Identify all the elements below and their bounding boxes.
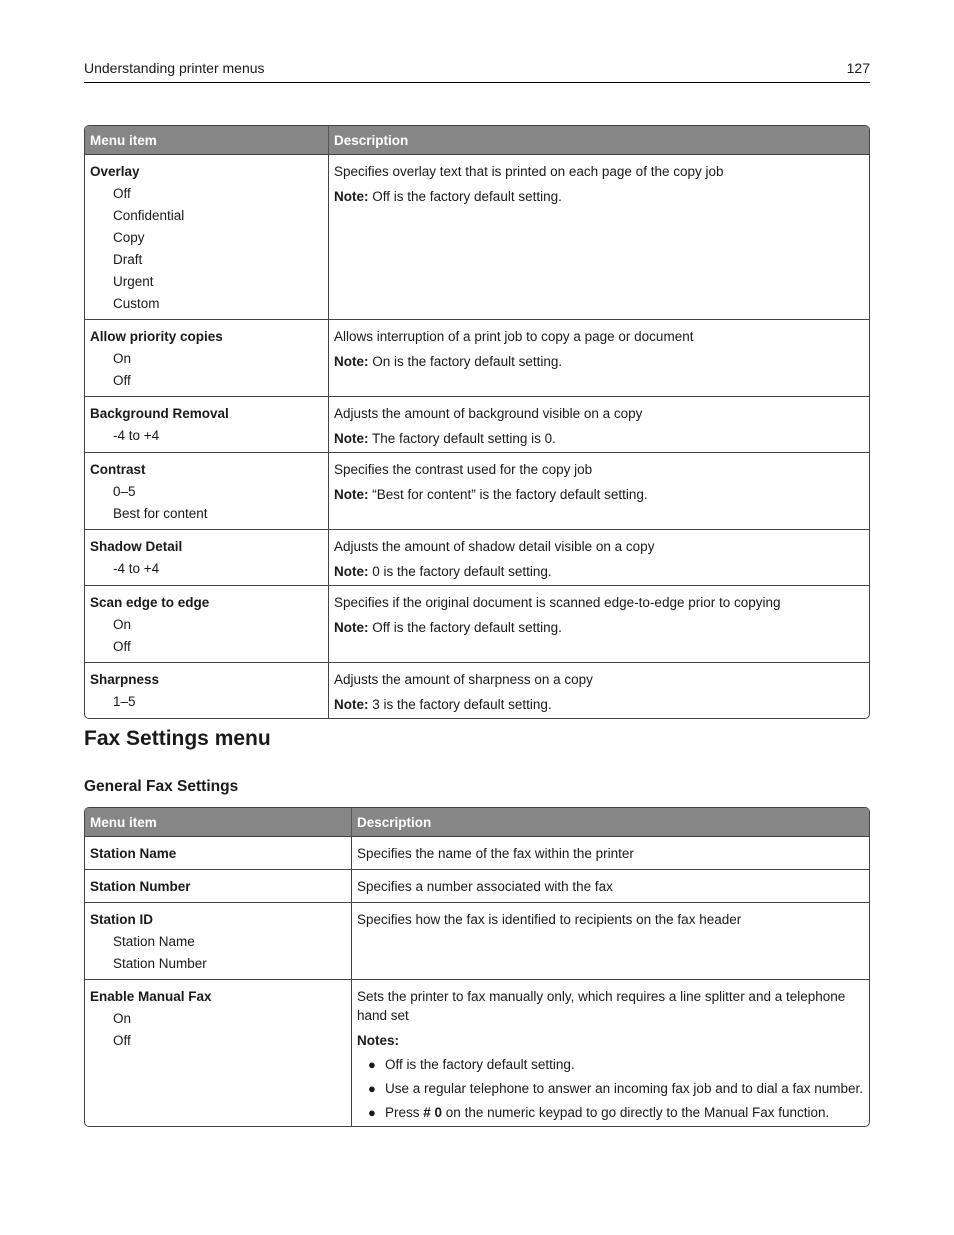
description-cell (328, 154, 869, 319)
menu-item-name: Station Name (90, 846, 177, 861)
menu-item-cell (85, 869, 351, 902)
menu-item-option: 1–5 (113, 694, 136, 709)
bullet-text-tail: on the numeric keypad to go directly to the Manual Fax function. (442, 1105, 830, 1120)
menu-item-name: Background Removal (90, 406, 229, 421)
menu-item-option: 0–5 (113, 484, 136, 499)
menu-item-cell (85, 979, 351, 1126)
menu-item-name: Station Number (90, 879, 191, 894)
general-fax-settings-table (84, 807, 870, 1127)
menu-item-option: Station Number (113, 956, 207, 971)
note-label: Note: (334, 354, 369, 369)
menu-item-cell (85, 396, 328, 452)
note-label: Note: (334, 697, 369, 712)
bullet-text: Press (385, 1105, 424, 1120)
column-header-description: Description (351, 808, 869, 836)
menu-item-option: Off (113, 639, 131, 654)
table-row (85, 662, 869, 718)
menu-item-option: Off (113, 186, 131, 201)
note-label: Note: (334, 564, 369, 579)
note-text: 0 is the factory default setting. (368, 564, 552, 579)
table-row (85, 154, 869, 319)
menu-item-cell (85, 585, 328, 662)
page-header (84, 60, 870, 83)
description-cell (351, 836, 869, 869)
bullet-icon: ● (368, 1057, 376, 1072)
notes-label: Notes: (357, 1033, 400, 1048)
note-text: On is the factory default setting. (368, 354, 563, 369)
note-label: Note: (334, 487, 369, 502)
menu-item-option: Draft (113, 252, 143, 267)
menu-item-option: On (113, 617, 132, 632)
column-header-menu-item: Menu item (85, 126, 328, 154)
bullet-text: Off is the factory default setting. (385, 1057, 575, 1072)
menu-item-cell (85, 154, 328, 319)
column-header-menu-item: Menu item (85, 808, 351, 836)
notes-list-item (357, 1055, 864, 1074)
description-text: Specifies the contrast used for the copy job (334, 462, 593, 477)
menu-item-name: Allow priority copies (90, 329, 223, 344)
menu-item-name: Shadow Detail (90, 539, 183, 554)
menu-item-option: Off (113, 373, 131, 388)
description-text: Adjusts the amount of shadow detail visible on a copy (334, 539, 655, 554)
description-cell (328, 396, 869, 452)
bullet-text: Use a regular telephone to answer an incoming fax job and to dial a fax number. (385, 1081, 864, 1096)
table-row (85, 319, 869, 396)
description-text: Adjusts the amount of sharpness on a copy (334, 672, 593, 687)
menu-item-option: Urgent (113, 274, 154, 289)
note-text: Off is the factory default setting. (368, 189, 562, 204)
table-row (85, 869, 869, 902)
bullet-bold-text: # 0 (423, 1105, 443, 1120)
notes-heading (357, 1031, 864, 1050)
note (334, 618, 864, 637)
description-cell (351, 869, 869, 902)
bullet-icon: ● (368, 1081, 376, 1096)
description-text: Specifies the name of the fax within the printer (357, 846, 634, 861)
menu-item-cell (85, 836, 351, 869)
menu-item-option: -4 to +4 (113, 428, 160, 443)
menu-item-option: Confidential (113, 208, 185, 223)
note (334, 187, 864, 206)
menu-item-cell (85, 902, 351, 979)
table-row (85, 902, 869, 979)
table-row (85, 979, 869, 1126)
page-number: 127 (846, 60, 870, 76)
menu-item-cell (85, 452, 328, 529)
running-title: Understanding printer menus (84, 60, 265, 76)
menu-item-cell (85, 529, 328, 585)
note (334, 562, 864, 581)
notes-list (357, 1055, 864, 1122)
menu-item-name: Overlay (90, 164, 140, 179)
note (334, 429, 864, 448)
menu-item-option: Best for content (113, 506, 208, 521)
note-label: Note: (334, 620, 369, 635)
description-text: Sets the printer to fax manually only, which requires a line splitter and a telephone hand set (357, 989, 846, 1023)
note-text: The factory default setting is 0. (368, 431, 556, 446)
menu-item-cell (85, 662, 328, 718)
description-text: Specifies overlay text that is printed on each page of the copy job (334, 164, 724, 179)
table-row (85, 529, 869, 585)
description-cell (328, 529, 869, 585)
menu-item-option: Off (113, 1033, 131, 1048)
note-text: “Best for content” is the factory default setting. (368, 487, 648, 502)
column-header-description: Description (328, 126, 869, 154)
description-cell (328, 662, 869, 718)
table-row (85, 396, 869, 452)
menu-item-name: Scan edge to edge (90, 595, 210, 610)
menu-item-name: Sharpness (90, 672, 160, 687)
subsection-title: General Fax Settings (84, 778, 239, 795)
table-row (85, 452, 869, 529)
description-cell (328, 585, 869, 662)
table-row (85, 836, 869, 869)
menu-item-cell (85, 319, 328, 396)
description-text: Specifies a number associated with the fax (357, 879, 613, 894)
bullet-icon: ● (368, 1105, 376, 1120)
description-text: Specifies if the original document is scanned edge-to-edge prior to copying (334, 595, 781, 610)
note-label: Note: (334, 189, 369, 204)
description-cell (328, 319, 869, 396)
description-cell (351, 979, 869, 1126)
menu-item-option: -4 to +4 (113, 561, 160, 576)
note-text: 3 is the factory default setting. (368, 697, 552, 712)
notes-list-item (357, 1079, 864, 1098)
menu-item-name: Contrast (90, 462, 146, 477)
description-text: Allows interruption of a print job to copy a page or document (334, 329, 694, 344)
section-title: Fax Settings menu (84, 727, 271, 750)
description-text: Adjusts the amount of background visible on a copy (334, 406, 643, 421)
description-cell (328, 452, 869, 529)
description-text: Specifies how the fax is identified to recipients on the fax header (357, 912, 742, 927)
menu-item-option: Custom (113, 296, 160, 311)
menu-item-option: On (113, 351, 132, 366)
note (334, 485, 864, 504)
menu-item-name: Enable Manual Fax (90, 989, 212, 1004)
note-label: Note: (334, 431, 369, 446)
menu-item-option: On (113, 1011, 132, 1026)
notes-list-item (357, 1103, 864, 1122)
table-row (85, 585, 869, 662)
menu-item-name: Station ID (90, 912, 153, 927)
menu-item-option: Station Name (113, 934, 195, 949)
note-text: Off is the factory default setting. (368, 620, 562, 635)
note (334, 352, 864, 371)
note (334, 695, 864, 714)
menu-item-option: Copy (113, 230, 145, 245)
description-cell (351, 902, 869, 979)
copy-settings-table (84, 125, 870, 719)
